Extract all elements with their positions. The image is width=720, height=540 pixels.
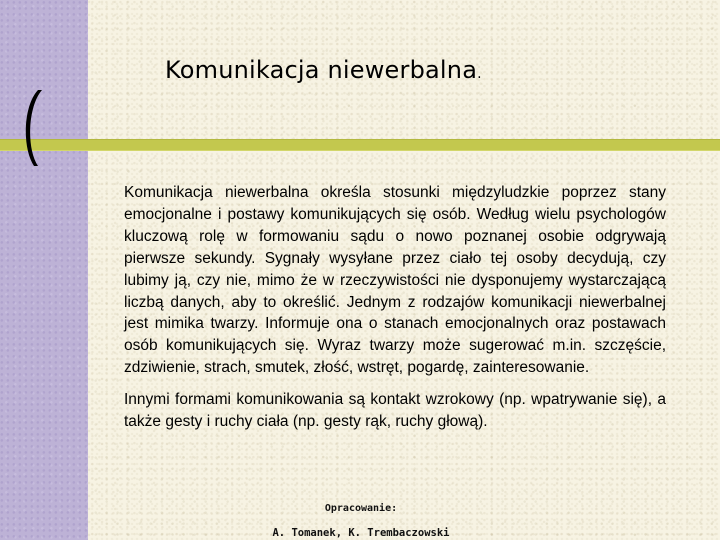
credits <box>230 502 492 540</box>
slide-title-dot: . <box>477 66 482 82</box>
credits-authors: A. Tomanek, K. Trembaczowski <box>272 527 450 539</box>
title-divider-line <box>0 139 720 151</box>
slide-title-text: Komunikacja niewerbalna <box>165 56 478 84</box>
left-bracket-icon <box>20 88 48 168</box>
paragraph-1: Komunikacja niewerbalna określa stosunki międzyludzkie poprzez stany emocjonalne i postawy komunikujących się osób. Według wielu psychologów kluczową rolę w formowaniu sądu o nowo poznanej osobie odgrywają pierwsze sekundy. Sygnały wysyłane przez ciało tej osoby decydują, czy lubimy ją, czy nie, mimo że w rzeczywistości nie dysponujemy wystarczającą liczbą danych, aby to określić. Jednym z rodzajów komunikacji niewerbalnej jest mimika twarzy. Informuje ona o stanach emocjonalnych oraz postawach osób komunikujących się. Wyraz twarzy może sugerować m.in. szczęście, zdziwienie, strach, smutek, złość, wstręt, pogardę, zainteresowanie. <box>124 184 666 377</box>
side-bar-decoration <box>0 0 88 540</box>
slide-body <box>124 182 666 433</box>
paragraph-2: Innymi formami komunikowania są kontakt wzrokowy (np. wpatrywanie się), a także gesty i ruchy ciała (np. gesty rąk, ruchy głową). <box>124 391 666 431</box>
slide-title <box>165 56 482 84</box>
credits-label: Opracowanie: <box>324 503 398 514</box>
